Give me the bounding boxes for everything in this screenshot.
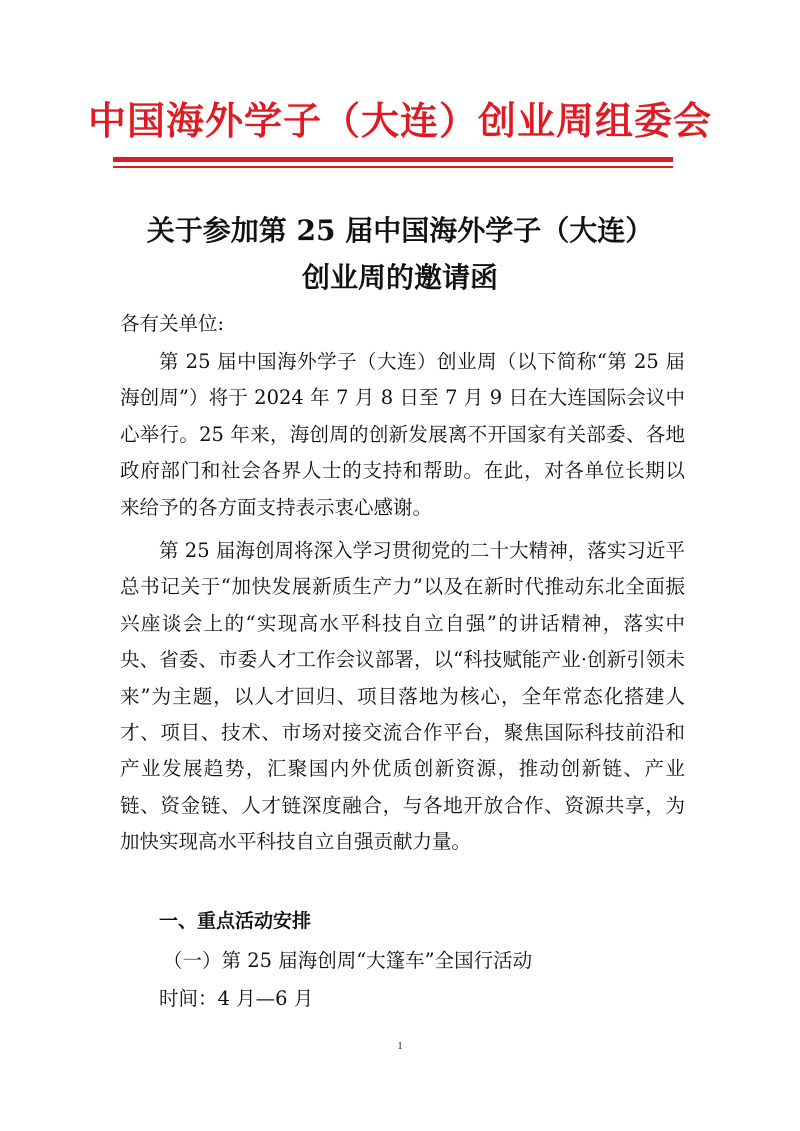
- document-title-line-2: 创业周的邀请函: [301, 261, 498, 294]
- body-paragraph-2: 第 25 届海创周将深入学习贯彻党的二十大精神，落实习近平总书记关于“加快发展新质生产力”以及在新时代推动东北全面振兴座谈会上的“实现高水平科技自立自强”的讲话精神，落实中央、省委、市委人才工作会议部署，以“科技赋能产业·创新引领未来”为主题，以人才回归、项目落地为核心，全年常态化搭建人才、项目、技术、市场对接交流合作平台，聚焦国际科技前沿和产业发展趋势，汇聚国内外优质创新资源，推动创新链、产业链、资金链、人才链深度融合，与各地开放合作、资源共享，为加快实现高水平科技自立自强贡献力量。: [120, 539, 685, 854]
- body-paragraph-1: 第 25 届中国海外学子（大连）创业周（以下简称“第 25 届海创周”）将于 2024 年 7 月 8 日至 7 月 9 日在大连国际会议中心举行。25 年来，海创周的创新发展离不开国家有关部委、各地政府部门和社会各界人士的支持和帮助。在此，对各单位长期以来给予的各方面支持表示衷心感谢。: [120, 350, 685, 519]
- page-number: 1: [397, 1040, 403, 1052]
- letterhead-title: 中国海外学子（大连）创业周组委会: [87, 98, 712, 143]
- letterhead-rule-thick: [113, 157, 673, 162]
- document-title-line-1: 关于参加第 25 届中国海外学子（大连）: [146, 214, 654, 247]
- event-time: 时间：4 月—6 月: [159, 987, 314, 1010]
- salutation: 各有关单位:: [120, 312, 225, 335]
- subsection-heading: （一）第 25 届海创周“大篷车”全国行活动: [163, 949, 533, 972]
- letterhead-rule-thin: [113, 166, 673, 168]
- section-heading: 一、重点活动安排: [159, 910, 312, 932]
